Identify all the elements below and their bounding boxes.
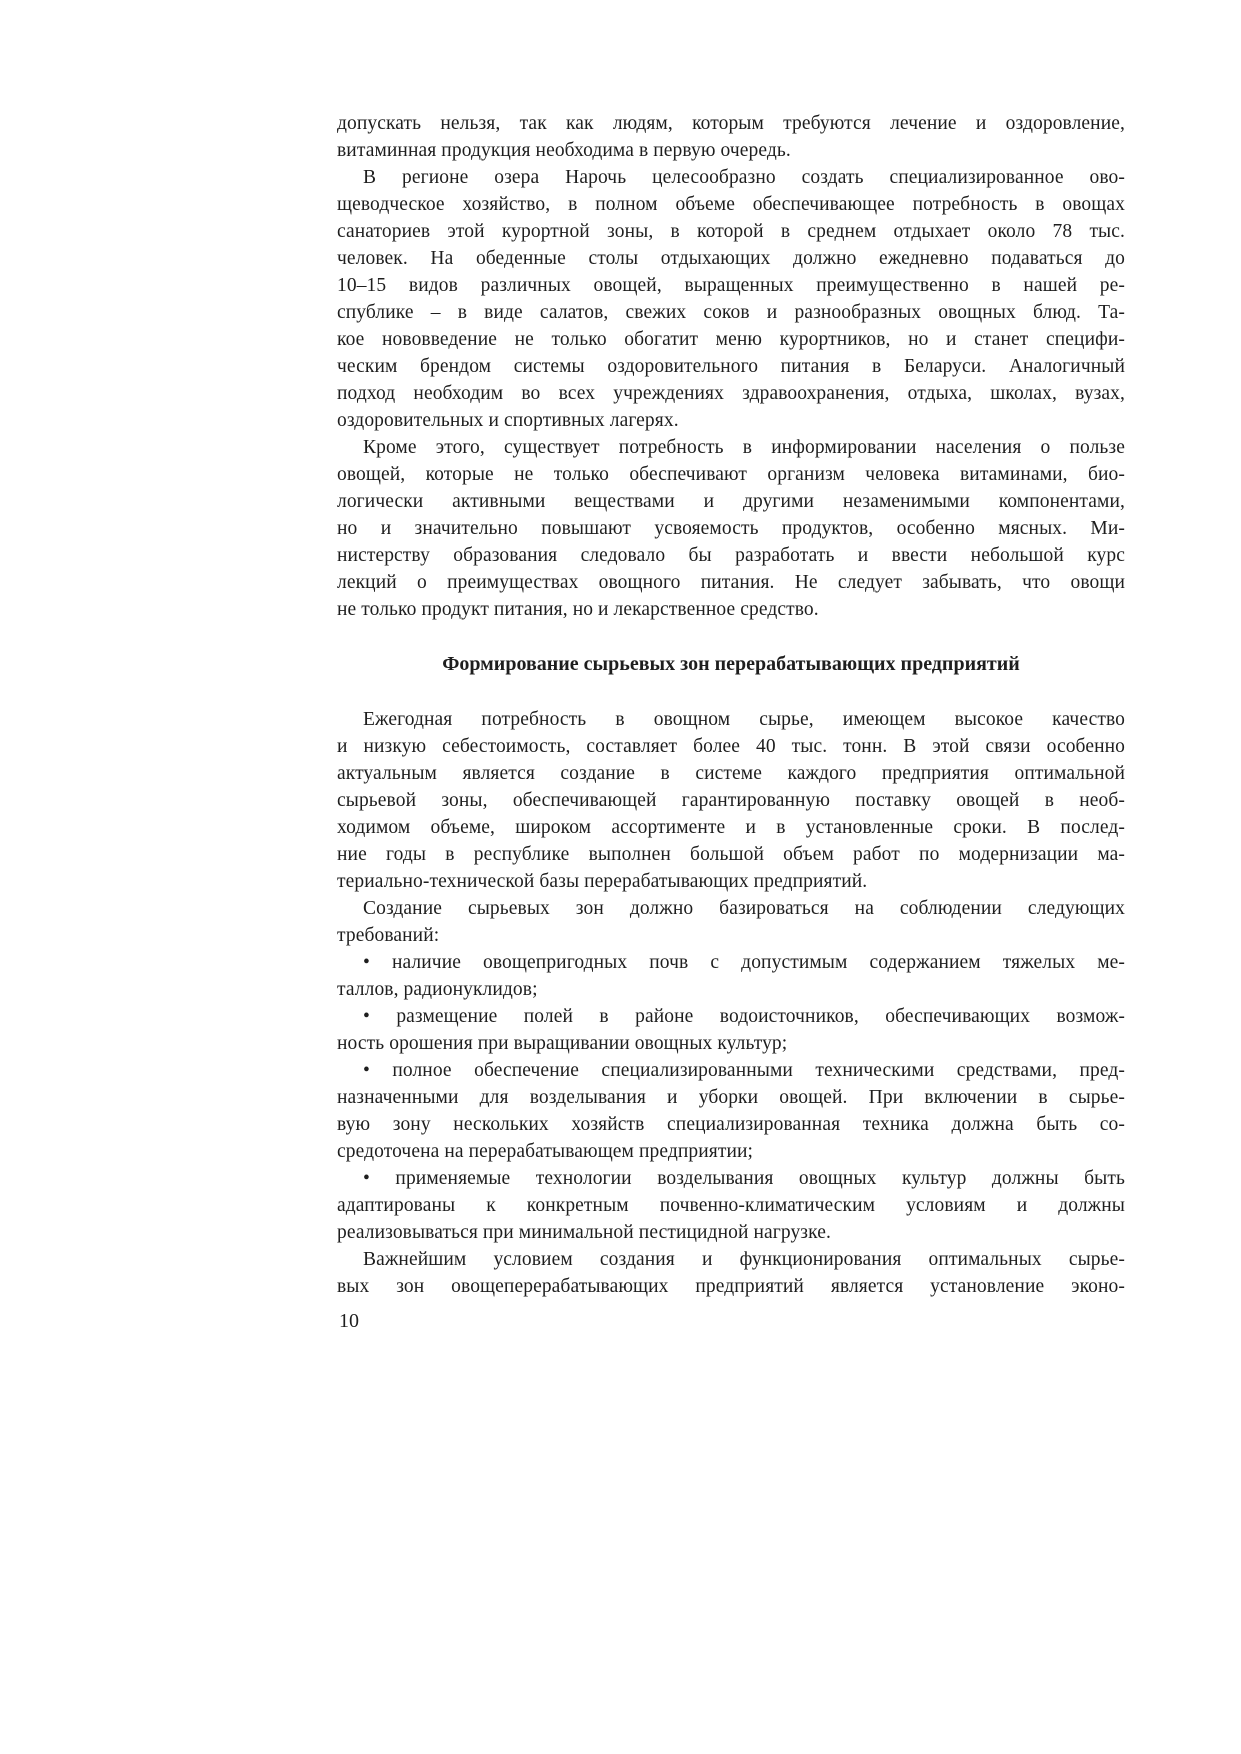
- text-line: подход необходим во всех учреждениях здравоохранения, отдыха, школах, вузах,: [337, 383, 1125, 404]
- text-line: ность орошения при выращивании овощных культур;: [337, 1033, 788, 1054]
- text-line: санаториев этой курортной зоны, в которой в среднем отдыхает около 78 тыс.: [337, 221, 1125, 242]
- text-line: териально-технической базы перерабатывающих предприятий.: [337, 871, 868, 892]
- text-line: таллов, радионуклидов;: [337, 979, 538, 1000]
- text-line: • наличие овощепригодных почв с допустимым содержанием тяжелых ме-: [363, 952, 1125, 973]
- paragraph: [337, 706, 1125, 895]
- paragraph: [337, 895, 1125, 949]
- bullet-paragraph: [337, 1003, 1125, 1057]
- text-line: ходимом объеме, широком ассортименте и в установленные сроки. В послед-: [337, 817, 1125, 838]
- text-line: • применяемые технологии возделывания овощных культур должны быть: [363, 1168, 1125, 1189]
- text-line: Кроме этого, существует потребность в информировании населения о пользе: [363, 437, 1125, 458]
- text-line: ческим брендом системы оздоровительного питания в Беларуси. Аналогичный: [337, 356, 1125, 377]
- text-line: но и значительно повышают усвояемость продуктов, особенно мясных. Ми-: [337, 518, 1125, 539]
- text-line: Ежегодная потребность в овощном сырье, имеющем высокое качество: [363, 709, 1125, 730]
- text-line: не только продукт питания, но и лекарственное средство.: [337, 599, 819, 620]
- text-line: • размещение полей в районе водоисточников, обеспечивающих возмож-: [363, 1006, 1125, 1027]
- text-line: и низкую себестоимость, составляет более 40 тыс. тонн. В этой связи особенно: [337, 736, 1125, 757]
- text-line: вых зон овощеперерабатывающих предприятий является установление эконо-: [337, 1276, 1125, 1297]
- text-line: реализовываться при минимальной пестицидной нагрузке.: [337, 1222, 831, 1243]
- text-line: лекций о преимуществах овощного питания. Не следует забывать, что овощи: [337, 572, 1125, 593]
- text-block: [337, 110, 1125, 1300]
- text-line: Создание сырьевых зон должно базироваться на соблюдении следующих: [363, 898, 1125, 919]
- bullet-paragraph: [337, 949, 1125, 1003]
- text-line: кое нововведение не только обогатит меню курортников, но и станет специфи-: [337, 329, 1125, 350]
- text-line: 10–15 видов различных овощей, выращенных преимущественно в нашей ре-: [337, 275, 1125, 296]
- text-line: средоточена на перерабатывающем предприятии;: [337, 1141, 754, 1162]
- paragraph: [337, 110, 1125, 164]
- text-line: назначенными для возделывания и уборки овощей. При включении в сырье-: [337, 1087, 1125, 1108]
- paragraph: [337, 1246, 1125, 1300]
- text-line: требований:: [337, 925, 440, 946]
- text-line: витаминная продукция необходима в первую очередь.: [337, 140, 791, 161]
- text-line: оздоровительных и спортивных лагерях.: [337, 410, 679, 431]
- text-line: допускать нельзя, так как людям, которым требуются лечение и оздоровление,: [337, 113, 1125, 134]
- text-line: щеводческое хозяйство, в полном объеме обеспечивающее потребность в овощах: [337, 194, 1125, 215]
- text-line: вую зону нескольких хозяйств специализированная техника должна быть со-: [337, 1114, 1125, 1135]
- bullet-paragraph: [337, 1165, 1125, 1246]
- text-line: сырьевой зоны, обеспечивающей гарантированную поставку овощей в необ-: [337, 790, 1125, 811]
- page-number: 10: [339, 1310, 359, 1332]
- text-line: ние годы в республике выполнен большой объем работ по модернизации ма-: [337, 844, 1125, 865]
- section-heading: Формирование сырьевых зон перерабатывающих предприятий: [442, 653, 1020, 675]
- bullet-paragraph: [337, 1057, 1125, 1165]
- text-line: Важнейшим условием создания и функционирования оптимальных сырье-: [363, 1249, 1125, 1270]
- text-line: • полное обеспечение специализированными техническими средствами, пред-: [363, 1060, 1125, 1081]
- text-line: нистерству образования следовало бы разработать и ввести небольшой курс: [337, 545, 1125, 566]
- text-line: спублике – в виде салатов, свежих соков и разнообразных овощных блюд. Та-: [337, 302, 1125, 323]
- text-line: логически активными веществами и другими незаменимыми компонентами,: [337, 491, 1125, 512]
- text-line: адаптированы к конкретным почвенно-климатическим условиям и должны: [337, 1195, 1125, 1216]
- paragraph: [337, 164, 1125, 434]
- paragraph: [337, 434, 1125, 623]
- text-line: В регионе озера Нарочь целесообразно создать специализированное ово-: [363, 167, 1125, 188]
- text-line: человек. На обеденные столы отдыхающих должно ежедневно подаваться до: [337, 248, 1125, 269]
- text-line: актуальным является создание в системе каждого предприятия оптимальной: [337, 763, 1125, 784]
- text-line: овощей, которые не только обеспечивают организм человека витаминами, био-: [337, 464, 1125, 485]
